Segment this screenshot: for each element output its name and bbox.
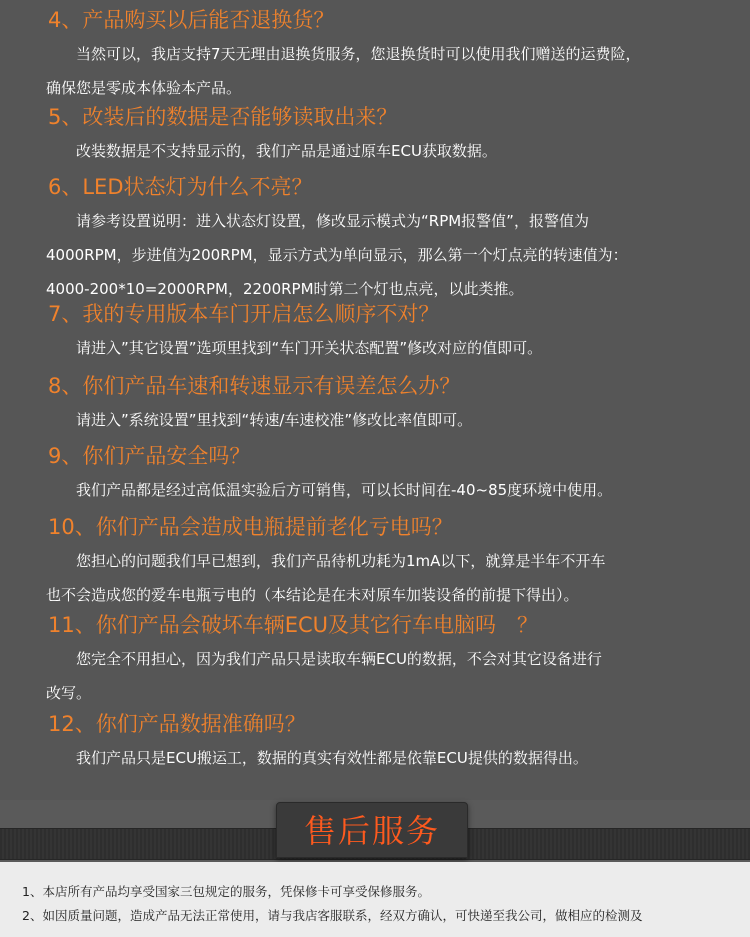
faq-answer-line: 请进入”系统设置”里找到“转速/车速校准”修改比率值即可。 [76, 411, 473, 429]
faq-answer-4 [46, 37, 706, 105]
after-sales-term: 2、如因质量问题，造成产品无法正常使用，请与我店客服联系，经双方确认，可快递至我公司，做相应的检测及 [22, 908, 643, 923]
faq-answer-line: 请参考设置说明：进入状态灯设置，修改显示模式为“RPM报警值”，报警值为 [76, 212, 589, 230]
faq-question-9: 9、你们产品安全吗？ [48, 444, 251, 468]
faq-question-8: 8、你们产品车速和转速显示有误差怎么办？ [48, 374, 461, 398]
after-sales-section [0, 800, 750, 937]
faq-question-12: 12、你们产品数据准确吗？ [48, 712, 306, 736]
faq-answer-line: 您担心的问题我们早已想到，我们产品待机功耗为1mA以下，就算是半年不开车 [76, 552, 606, 570]
faq-answer-line: 改装数据是不支持显示的，我们产品是通过原车ECU获取数据。 [76, 142, 497, 160]
faq-answer-5 [46, 134, 706, 168]
faq-answer-line: 我们产品只是ECU搬运工，数据的真实有效性都是依靠ECU提供的数据得出。 [76, 749, 588, 767]
faq-answer-line: 4000-200*10=2000RPM，2200RPM时第二个灯也点亮，以此类推。 [46, 280, 524, 298]
faq-question-6: 6、LED状态灯为什么不亮？ [48, 175, 313, 199]
faq-answer-12 [46, 741, 706, 775]
faq-answer-line: 请进入”其它设置”选项里找到“车门开关状态配置”修改对应的值即可。 [76, 339, 543, 357]
after-sales-terms [0, 862, 750, 937]
faq-answer-line: 您完全不用担心，因为我们产品只是读取车辆ECU的数据，不会对其它设备进行 [76, 650, 602, 668]
faq-question-10: 10、你们产品会造成电瓶提前老化亏电吗？ [48, 515, 453, 539]
faq-answer-11 [46, 642, 706, 710]
faq-answer-line: 改写。 [46, 684, 92, 702]
faq-question-7: 7、我的专用版本车门开启怎么顺序不对？ [48, 302, 440, 326]
faq-answer-10 [46, 544, 706, 612]
after-sales-term: 1、本店所有产品均享受国家三包规定的服务，凭保修卡可享受保修服务。 [22, 884, 430, 899]
after-sales-title: 售后服务 [303, 812, 440, 850]
faq-answer-7 [46, 331, 706, 365]
section-title-tab [276, 802, 468, 858]
faq-question-5: 5、改装后的数据是否能够读取出来？ [48, 105, 398, 129]
faq-answer-6 [46, 204, 706, 306]
faq-answer-9 [46, 473, 706, 507]
faq-answer-8 [46, 403, 706, 437]
faq-question-4: 4、产品购买以后能否退换货？ [48, 8, 335, 32]
faq-answer-line: 也不会造成您的爱车电瓶亏电的（本结论是在未对原车加装设备的前提下得出）。 [46, 586, 579, 604]
faq-answer-line: 我们产品都是经过高低温实验后方可销售，可以长时间在-40~85度环境中使用。 [76, 481, 613, 499]
faq-answer-line: 当然可以，我店支持7天无理由退换货服务，您退换货时可以使用我们赠送的运费险， [76, 45, 641, 63]
faq-question-11: 11、你们产品会破坏车辆ECU及其它行车电脑吗 ？ [48, 613, 539, 637]
faq-answer-line: 4000RPM，步进值为200RPM，显示方式为单向显示，那么第一个灯点亮的转速值为： [46, 246, 628, 264]
faq-answer-line: 确保您是零成本体验本产品。 [46, 79, 242, 97]
